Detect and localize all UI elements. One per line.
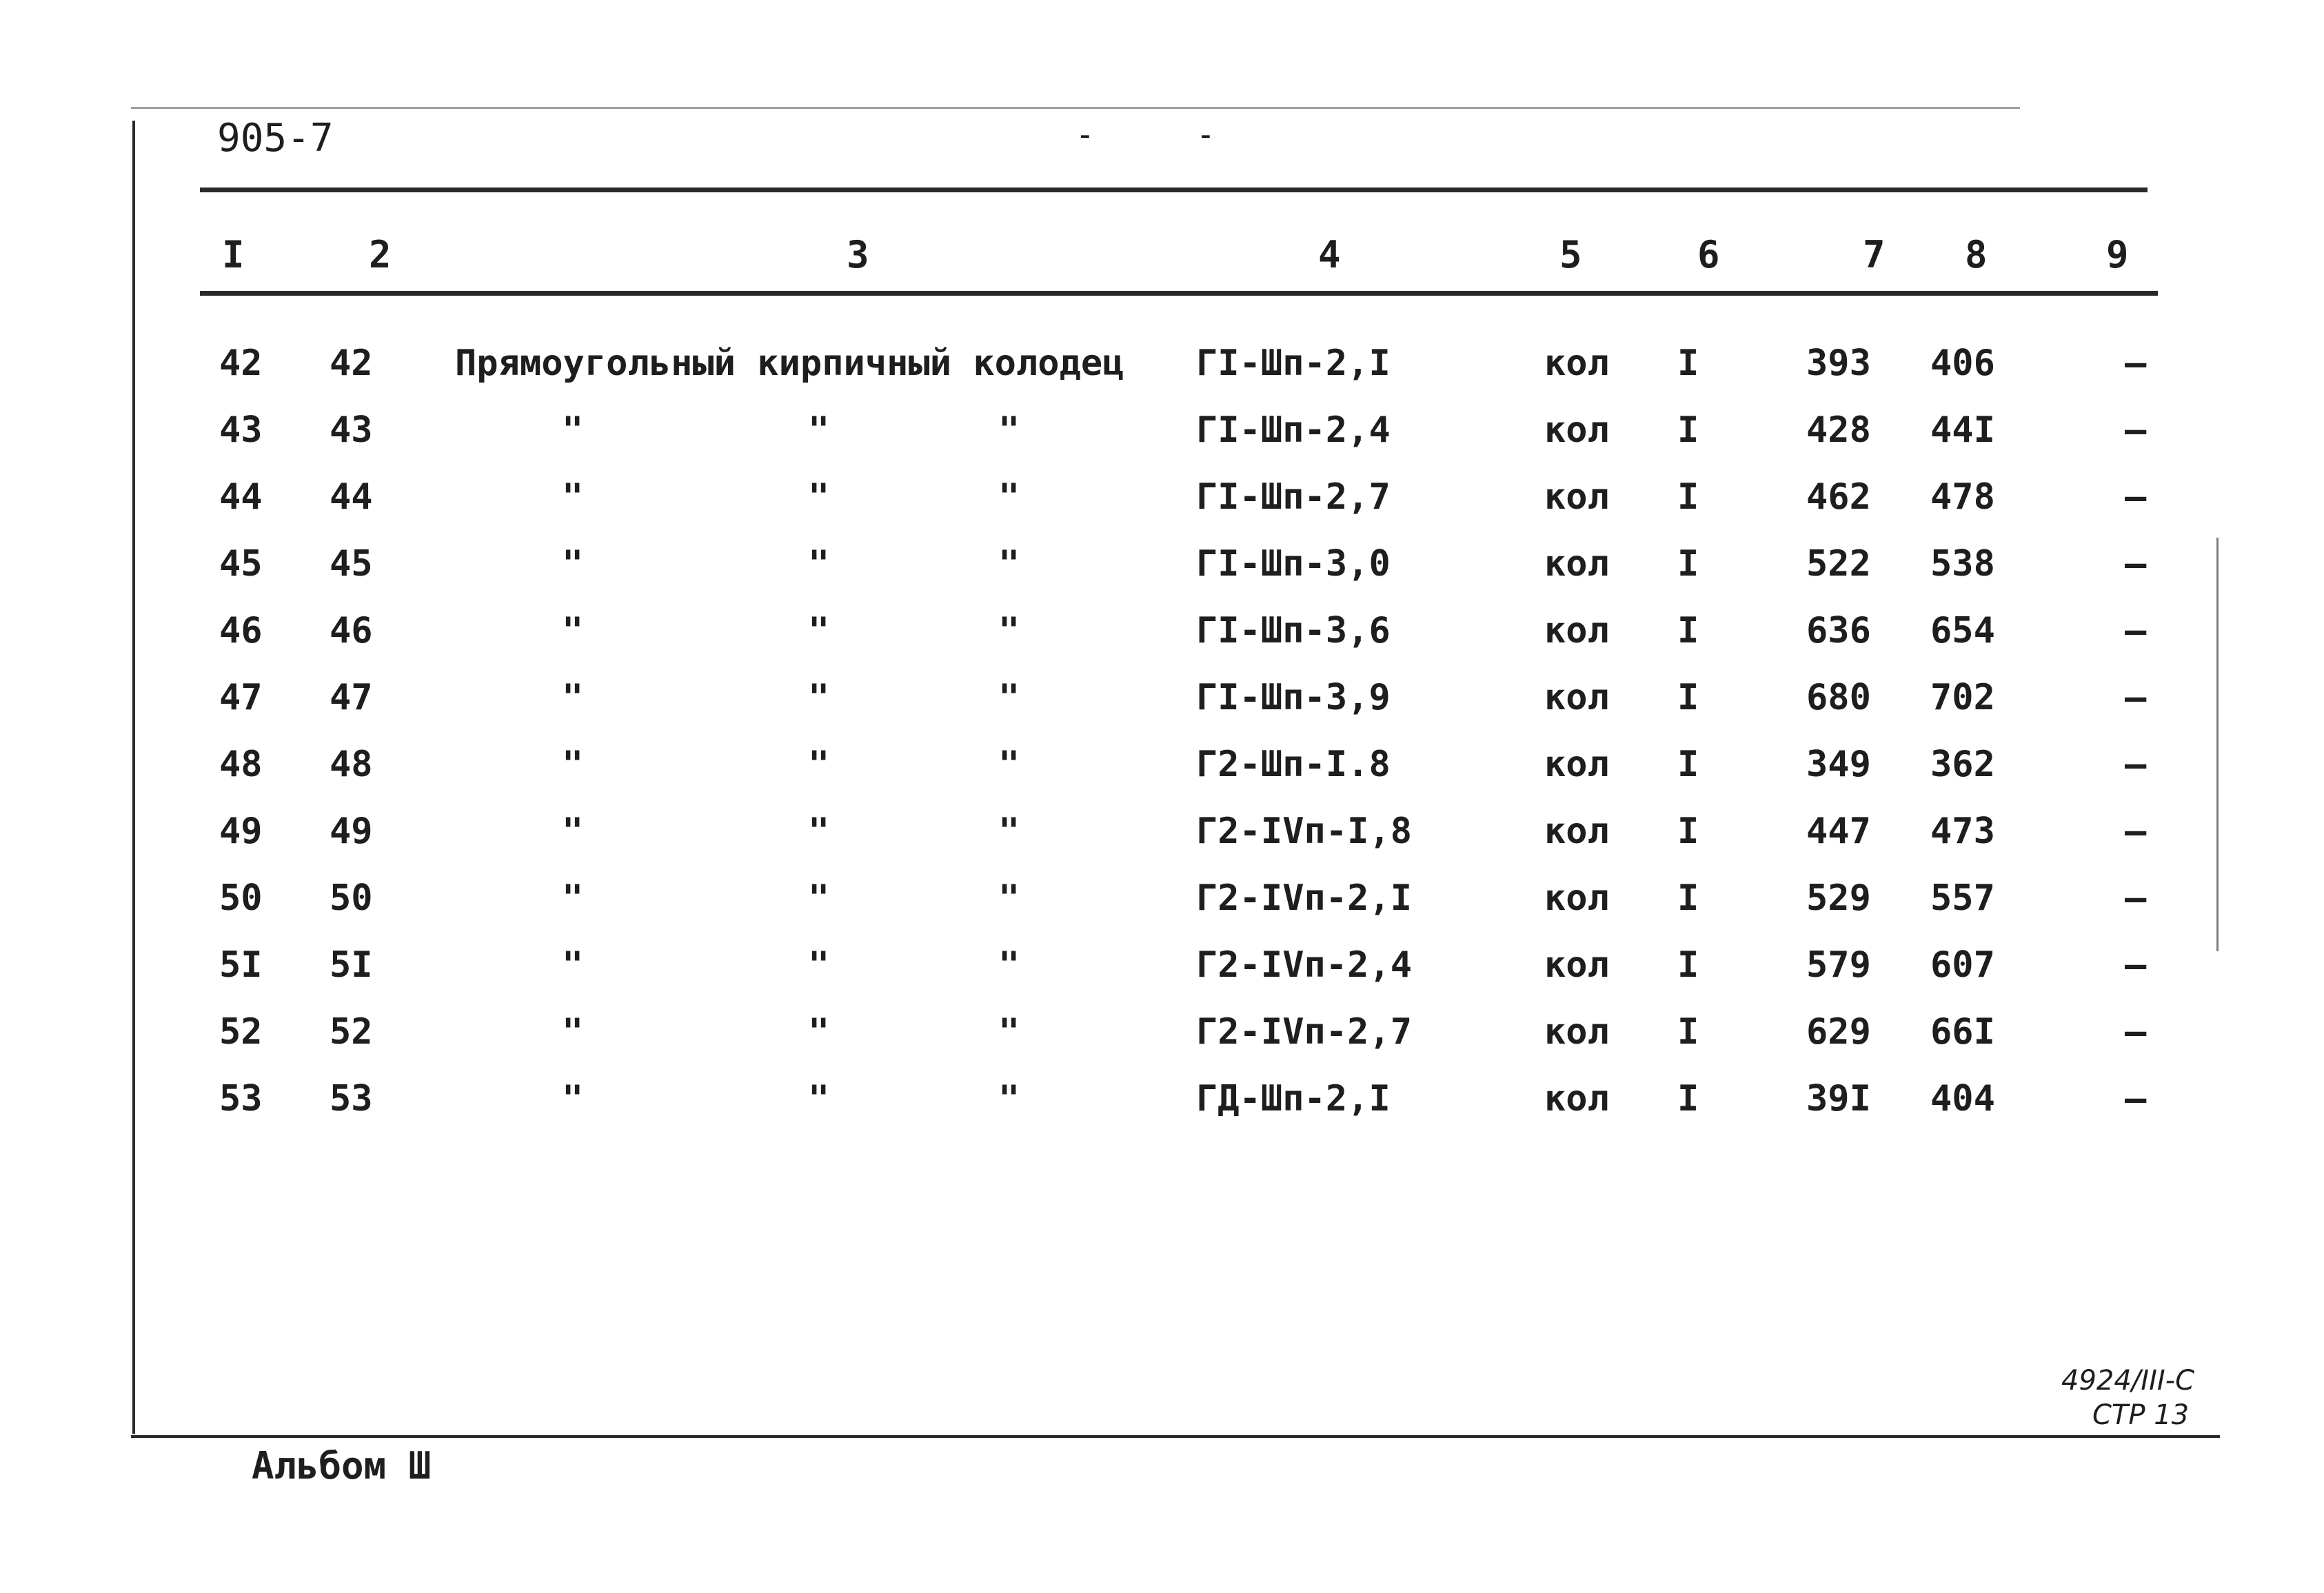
ditto-mark-cell: " [998, 409, 1020, 451]
unit-cell: кол [1544, 610, 1609, 651]
row-number-cell: 5I [219, 944, 263, 986]
ditto-mark-cell: " [998, 744, 1020, 785]
row-number-cell: 50 [219, 877, 263, 919]
right-edge-mark [2216, 538, 2219, 951]
ditto-mark-cell: " [808, 476, 830, 518]
unit-cell: кол [1544, 877, 1609, 919]
item-number-cell: 42 [330, 343, 373, 384]
ditto-mark-cell: " [562, 543, 584, 585]
quantity-cell: I [1677, 811, 1699, 852]
item-mark-cell: Г2-IVп-2,I [1196, 877, 1413, 919]
value-col8-cell: 607 [1930, 944, 1995, 986]
col9-cell: – [2125, 343, 2147, 384]
item-number-cell: 46 [330, 610, 373, 651]
column-header-1: I [222, 233, 245, 276]
ditto-mark-cell: " [808, 543, 830, 585]
item-mark-cell: ГI-Шп-3,6 [1196, 610, 1391, 651]
item-number-cell: 44 [330, 476, 373, 518]
row-number-cell: 44 [219, 476, 263, 518]
item-mark-cell: Г2-IVп-2,7 [1196, 1011, 1413, 1053]
ditto-mark-cell: " [562, 877, 584, 919]
ditto-mark-cell: " [562, 744, 584, 785]
ditto-mark-cell: " [998, 1011, 1020, 1053]
quantity-cell: I [1677, 877, 1699, 919]
col9-cell: – [2125, 944, 2147, 986]
col9-cell: – [2125, 1078, 2147, 1119]
unit-cell: кол [1544, 476, 1609, 518]
item-mark-cell: ГД-Шп-2,I [1196, 1078, 1391, 1119]
value-col8-cell: 406 [1930, 343, 1995, 384]
ditto-mark-cell: " [562, 476, 584, 518]
bottom-border-line [131, 1435, 2220, 1438]
ditto-mark-cell: " [808, 744, 830, 785]
left-border-line [132, 121, 135, 1434]
ditto-mark-cell: " [808, 1078, 830, 1119]
item-title-cell: Прямоугольный кирпичный колодец [455, 343, 1124, 384]
item-number-cell: 43 [330, 409, 373, 451]
item-mark-cell: ГI-Шп-2,7 [1196, 476, 1391, 518]
value-col7-cell: 393 [1806, 343, 1871, 384]
ditto-mark-cell: " [998, 1078, 1020, 1119]
ditto-mark-cell: " [562, 677, 584, 718]
item-number-cell: 50 [330, 877, 373, 919]
row-number-cell: 46 [219, 610, 263, 651]
item-mark-cell: Г2-IVп-I,8 [1196, 811, 1413, 852]
document-code: 905-7 [217, 116, 334, 161]
col9-cell: – [2125, 677, 2147, 718]
sheet-stamp-page: СТР 13 [2092, 1399, 2190, 1431]
col9-cell: – [2125, 744, 2147, 785]
ditto-mark-cell: " [562, 1078, 584, 1119]
header-mark-1: - [1075, 116, 1095, 153]
row-number-cell: 42 [219, 343, 263, 384]
value-col8-cell: 404 [1930, 1078, 1995, 1119]
quantity-cell: I [1677, 1078, 1699, 1119]
item-mark-cell: ГI-Шп-3,9 [1196, 677, 1391, 718]
col9-cell: – [2125, 543, 2147, 585]
value-col8-cell: 478 [1930, 476, 1995, 518]
ditto-mark-cell: " [998, 610, 1020, 651]
quantity-cell: I [1677, 476, 1699, 518]
col9-cell: – [2125, 1011, 2147, 1053]
unit-cell: кол [1544, 1078, 1609, 1119]
value-col8-cell: 702 [1930, 677, 1995, 718]
item-mark-cell: Г2-Шп-I.8 [1196, 744, 1391, 785]
col9-cell: – [2125, 811, 2147, 852]
value-col8-cell: 66I [1930, 1011, 1995, 1053]
row-number-cell: 52 [219, 1011, 263, 1053]
value-col7-cell: 462 [1806, 476, 1871, 518]
ditto-mark-cell: " [808, 811, 830, 852]
row-number-cell: 53 [219, 1078, 263, 1119]
sheet-stamp-code: 4924/III-C [2061, 1365, 2195, 1397]
top-border-line [131, 107, 2020, 109]
ditto-mark-cell: " [808, 944, 830, 986]
unit-cell: кол [1544, 744, 1609, 785]
ditto-mark-cell: " [998, 543, 1020, 585]
ditto-mark-cell: " [808, 610, 830, 651]
item-number-cell: 49 [330, 811, 373, 852]
value-col8-cell: 362 [1930, 744, 1995, 785]
column-header-9: 9 [2106, 233, 2129, 276]
column-header-6: 6 [1697, 233, 1720, 276]
ditto-mark-cell: " [562, 1011, 584, 1053]
value-col7-cell: 522 [1806, 543, 1871, 585]
ditto-mark-cell: " [998, 677, 1020, 718]
header-mark-2: - [1196, 116, 1215, 153]
unit-cell: кол [1544, 1011, 1609, 1053]
row-number-cell: 47 [219, 677, 263, 718]
quantity-cell: I [1677, 543, 1699, 585]
quantity-cell: I [1677, 677, 1699, 718]
ditto-mark-cell: " [808, 409, 830, 451]
col9-cell: – [2125, 476, 2147, 518]
row-number-cell: 45 [219, 543, 263, 585]
ditto-mark-cell: " [562, 610, 584, 651]
ditto-mark-cell: " [998, 877, 1020, 919]
quantity-cell: I [1677, 1011, 1699, 1053]
ditto-mark-cell: " [562, 811, 584, 852]
unit-cell: кол [1544, 543, 1609, 585]
quantity-cell: I [1677, 409, 1699, 451]
value-col8-cell: 44I [1930, 409, 1995, 451]
item-number-cell: 52 [330, 1011, 373, 1053]
header-top-rule [200, 187, 2148, 192]
value-col7-cell: 579 [1806, 944, 1871, 986]
unit-cell: кол [1544, 677, 1609, 718]
unit-cell: кол [1544, 343, 1609, 384]
col9-cell: – [2125, 877, 2147, 919]
quantity-cell: I [1677, 944, 1699, 986]
column-header-8: 8 [1965, 233, 1988, 276]
quantity-cell: I [1677, 343, 1699, 384]
album-label: Альбом Ш [252, 1444, 432, 1488]
value-col7-cell: 529 [1806, 877, 1871, 919]
ditto-mark-cell: " [808, 877, 830, 919]
value-col7-cell: 447 [1806, 811, 1871, 852]
item-mark-cell: Г2-IVп-2,4 [1196, 944, 1413, 986]
unit-cell: кол [1544, 409, 1609, 451]
col9-cell: – [2125, 610, 2147, 651]
col9-cell: – [2125, 409, 2147, 451]
value-col7-cell: 680 [1806, 677, 1871, 718]
value-col7-cell: 629 [1806, 1011, 1871, 1053]
ditto-mark-cell: " [998, 944, 1020, 986]
value-col8-cell: 538 [1930, 543, 1995, 585]
item-number-cell: 47 [330, 677, 373, 718]
column-header-2: 2 [369, 233, 392, 276]
item-mark-cell: ГI-Шп-2,4 [1196, 409, 1391, 451]
ditto-mark-cell: " [808, 1011, 830, 1053]
column-header-4: 4 [1318, 233, 1341, 276]
value-col8-cell: 654 [1930, 610, 1995, 651]
item-mark-cell: ГI-Шп-3,0 [1196, 543, 1391, 585]
column-header-5: 5 [1559, 233, 1582, 276]
row-number-cell: 48 [219, 744, 263, 785]
unit-cell: кол [1544, 944, 1609, 986]
header-bottom-rule [200, 291, 2158, 296]
value-col7-cell: 39I [1806, 1078, 1871, 1119]
ditto-mark-cell: " [562, 409, 584, 451]
item-number-cell: 5I [330, 944, 373, 986]
quantity-cell: I [1677, 744, 1699, 785]
unit-cell: кол [1544, 811, 1609, 852]
ditto-mark-cell: " [998, 811, 1020, 852]
item-number-cell: 53 [330, 1078, 373, 1119]
value-col7-cell: 428 [1806, 409, 1871, 451]
value-col8-cell: 473 [1930, 811, 1995, 852]
item-number-cell: 45 [330, 543, 373, 585]
item-number-cell: 48 [330, 744, 373, 785]
value-col7-cell: 636 [1806, 610, 1871, 651]
value-col7-cell: 349 [1806, 744, 1871, 785]
ditto-mark-cell: " [998, 476, 1020, 518]
row-number-cell: 43 [219, 409, 263, 451]
value-col8-cell: 557 [1930, 877, 1995, 919]
ditto-mark-cell: " [562, 944, 584, 986]
ditto-mark-cell: " [808, 677, 830, 718]
item-mark-cell: ГI-Шп-2,I [1196, 343, 1391, 384]
quantity-cell: I [1677, 610, 1699, 651]
row-number-cell: 49 [219, 811, 263, 852]
column-header-7: 7 [1863, 233, 1886, 276]
column-header-3: 3 [847, 233, 869, 276]
